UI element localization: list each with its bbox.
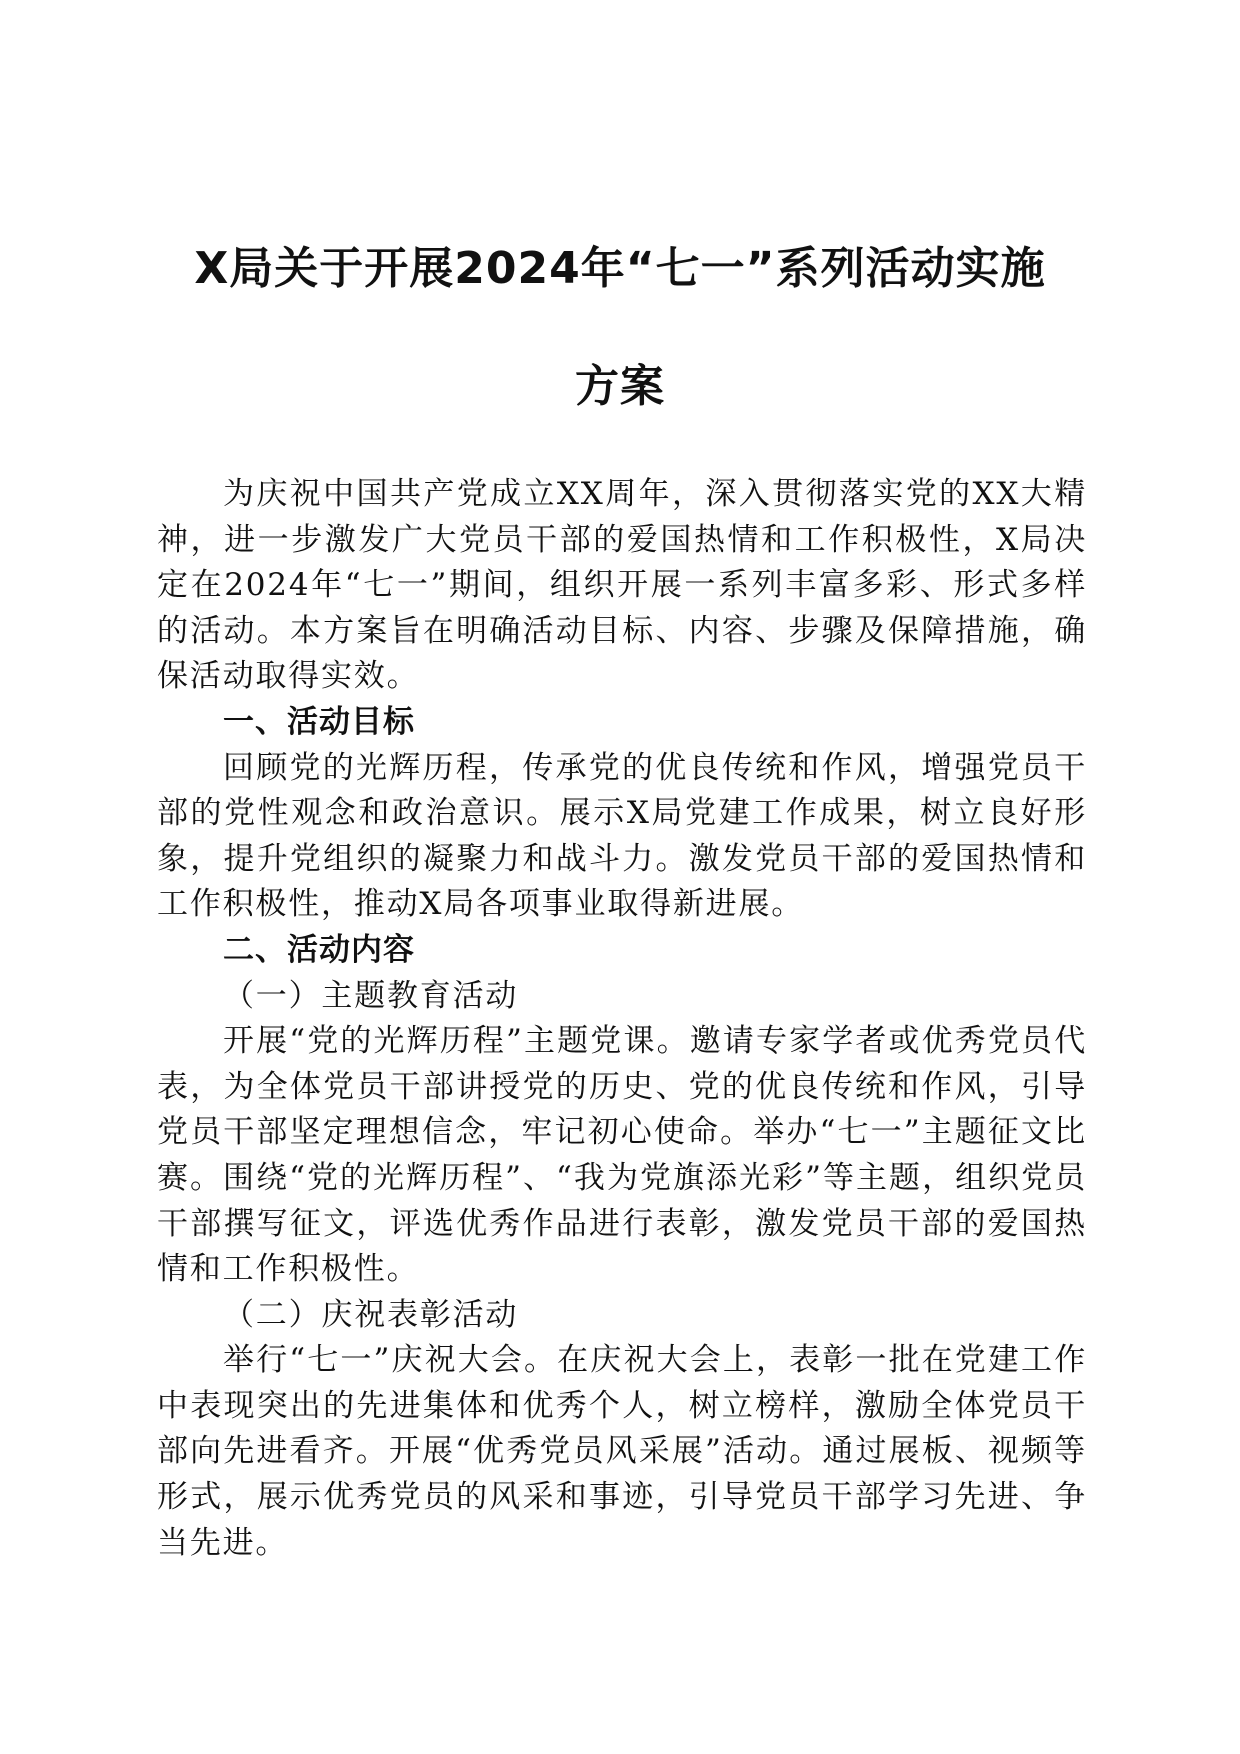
document-title-line-1: X局关于开展2024年“七一”系列活动实施 (194, 243, 1046, 294)
section-heading-content: 二、活动内容 (223, 931, 415, 968)
section-heading-goals: 一、活动目标 (223, 703, 415, 740)
document-title-line-2: 方案 (575, 361, 665, 412)
section-paragraph-goals: 回顾党的光辉历程，传承党的优良传统和作风，增强党员干部的党性观念和政治意识。展示X局党建工作成果，树立良好形象，提升党组织的凝聚力和战斗力。激发党员干部的爱国热情和工作积极性，推动X局各项事业取得新进展。 (157, 749, 1087, 923)
subsection-paragraph-celebration: 举行“七一”庆祝大会。在庆祝大会上，表彰一批在党建工作中表现突出的先进集体和优秀个人，树立榜样，激励全体党员干部向先进看齐。开展“优秀党员风采展”活动。通过展板、视频等形式，展示优秀党员的风采和事迹，引导党员干部学习先进、争当先进。 (157, 1342, 1087, 1561)
subsection-heading-education: （一）主题教育活动 (223, 977, 519, 1014)
subsection-paragraph-education: 开展“党的光辉历程”主题党课。邀请专家学者或优秀党员代表，为全体党员干部讲授党的历史、党的优良传统和作风，引导党员干部坚定理想信念，牢记初心使命。举办“七一”主题征文比赛。围绕“党的光辉历程”、“我为党旗添光彩”等主题，组织党员干部撰写征文，评选优秀作品进行表彰，激发党员干部的爱国热情和工作积极性。 (157, 1023, 1087, 1288)
document-body (157, 472, 1087, 1566)
subsection-heading-celebration: （二）庆祝表彰活动 (223, 1296, 519, 1333)
intro-paragraph: 为庆祝中国共产党成立XX周年，深入贯彻落实党的XX大精神，进一步激发广大党员干部的爱国热情和工作积极性，X局决定在2024年“七一”期间，组织开展一系列丰富多彩、形式多样的活动。本方案旨在明确活动目标、内容、步骤及保障措施，确保活动取得实效。 (157, 476, 1087, 695)
